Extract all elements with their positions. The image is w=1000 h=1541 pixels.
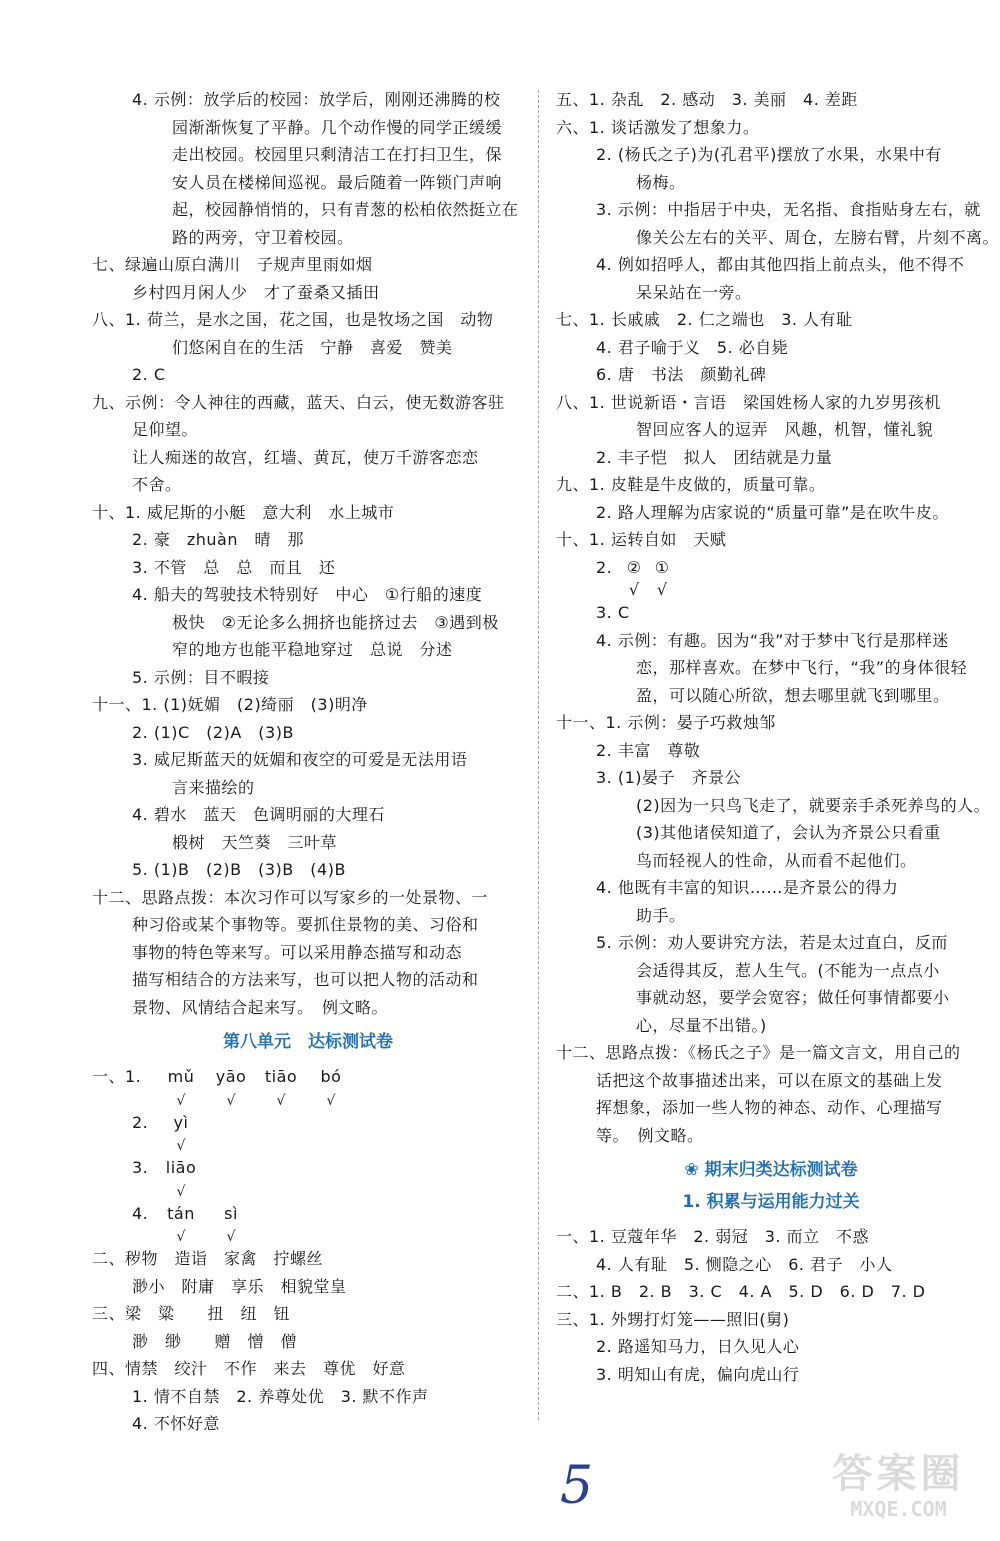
answer-line: 走出校园。校园里只剩清洁工在打扫卫生，保	[172, 145, 503, 164]
answer-line: 5. 示例：劝人要讲究方法，若是太过直白，反而	[596, 933, 948, 952]
tick-row	[92, 1227, 524, 1245]
check-mark-icon: √	[176, 1138, 186, 1154]
circled-row	[556, 554, 986, 582]
answer-line: 3. 威尼斯蓝天的妩媚和夜空的可爱是无法用语	[132, 750, 468, 769]
tick-row	[92, 1136, 524, 1154]
answer-line: 事就动怒，要学会宽容；做任何事情都要小	[636, 988, 950, 1007]
tick-row	[92, 1182, 524, 1200]
answer-line: 窄的地方也能平稳地穿过 总说 分述	[172, 640, 453, 659]
answer-line: 六、1. 谈话激发了想象力。	[556, 117, 760, 137]
answer-line: 4. 他既有丰富的知识……是齐景公的得力	[596, 878, 899, 897]
answer-line: 八、1. 世说新语・言语 梁国姓杨人家的九岁男孩机	[556, 392, 941, 412]
answer-line: 2. 豪 zhuàn 晴 那	[132, 530, 304, 549]
pinyin-syllable: bó	[320, 1067, 342, 1086]
pinyin-answers	[92, 1063, 524, 1245]
answer-line: 起，校园静悄悄的，只有青葱的松柏依然挺立在	[172, 200, 519, 219]
item-number: 一、1.	[92, 1067, 142, 1086]
answer-line: 让人痴迷的故宫，红墙、黄瓦，使万千游客恋恋	[132, 447, 479, 467]
unit-eight-heading: 第八单元 达标测试卷	[223, 1032, 393, 1052]
check-mark-icon: √	[326, 1092, 336, 1109]
watermark-logo	[811, 1451, 986, 1531]
answer-line: 挥想象，添加一些人物的神态、动作、心理描写	[596, 1098, 943, 1117]
tick-row	[556, 581, 986, 599]
check-mark-icon: √	[176, 1183, 186, 1200]
right-answers-part-c	[556, 1223, 986, 1388]
answer-line: 十二、思路点拨：《杨氏之子》是一篇文言文，用自己的	[556, 1043, 961, 1062]
answer-line: 景物、风情结合起来写。 例文略。	[132, 997, 389, 1017]
answer-line: 4. 例如招呼人，都由其他四指上前点头，他不得不	[596, 255, 965, 274]
pinyin-syllable: tán	[167, 1203, 195, 1223]
circled-number: ①	[654, 557, 670, 577]
answer-line: 七、1. 长戚戚 2. 仁之端也 3. 人有耻	[556, 310, 853, 329]
answer-line: (2)因为一只鸟飞走了，就要亲手杀死养鸟的人。	[636, 795, 991, 815]
answer-line: 2. (杨氏之子)为(孔君平)摆放了水果，水果中有	[596, 145, 942, 164]
tick-row	[92, 1091, 524, 1109]
answer-line: 七、绿遍山原白满川 子规声里雨如烟	[92, 255, 373, 274]
watermark-text: 答案圈	[832, 1451, 965, 1497]
watermark-url: MXQE.COM	[850, 1497, 947, 1521]
answer-line: 乡村四月闲人少 才了蚕桑又插田	[132, 282, 380, 302]
item-number: 2.	[132, 1112, 149, 1132]
answer-line: 二、1. B 2. B 3. C 4. A 5. D 6. D 7. D	[556, 1282, 926, 1301]
item-number: 4.	[132, 1203, 149, 1223]
final-exam-title: 期末归类达标测试卷	[704, 1160, 858, 1180]
answer-line: 4. 君子喻于义 5. 必自毙	[596, 337, 789, 357]
answer-line: 4. 船夫的驾驶技术特别好 中心 ①行船的速度	[132, 585, 483, 604]
check-mark-icon: √	[226, 1092, 236, 1109]
answer-line: 盈，可以随心所欲，想去哪里就飞到哪里。	[636, 685, 950, 705]
answer-line: 九、1. 皮鞋是牛皮做的，质量可靠。	[556, 475, 826, 494]
handwritten-page-number: 5	[560, 1456, 594, 1516]
pinyin-syllable: tiāo	[264, 1067, 298, 1086]
right-answers-part-a	[556, 86, 1000, 554]
answer-line: 2. C	[132, 365, 166, 384]
answer-line: 2. 路遥知马力，日久见人心	[596, 1337, 800, 1356]
answer-line: 2. (1)C (2)A (3)B	[132, 722, 294, 742]
answer-line: 像关公左右的关平、周仓，左膀右臂，片刻不离。	[636, 227, 1000, 247]
answer-line: 安人员在楼梯间巡视。最后随着一阵锁门声响	[172, 172, 503, 192]
answer-line: 八、1. 荷兰，是水之国，花之国，也是牧场之国 动物	[92, 310, 494, 329]
answer-line: 一、1. 豆蔻年华 2. 弱冠 3. 而立 不惑	[556, 1227, 870, 1246]
answer-line: 十一、1. (1)妩媚 (2)绮丽 (3)明净	[92, 695, 368, 714]
section-heading: 1. 积累与运用能力过关	[682, 1192, 860, 1212]
answer-line: 四、情禁 绞汁 不作 来去 尊优 好意	[92, 1359, 406, 1378]
answer-line: 十一、1. 示例：晏子巧救烛邹	[556, 713, 776, 732]
answer-line: 三、1. 外甥打灯笼——照旧(舅)	[556, 1309, 790, 1329]
answer-line: 足仰望。	[132, 420, 199, 439]
answer-line: 恋，那样喜欢。在梦中飞行，“我”的身体很轻	[636, 658, 968, 677]
check-mark-icon: √	[656, 580, 668, 599]
answer-line: 3. 不管 总 总 而且 还	[132, 557, 336, 577]
answer-line: 4. 不怀好意	[132, 1414, 220, 1433]
check-mark-icon: √	[226, 1229, 236, 1245]
paw-icon: ❀	[684, 1160, 699, 1180]
answer-line: 1. 情不自禁 2. 养尊处优 3. 默不作声	[132, 1386, 429, 1406]
answer-line: 渺 缈 赠 憎 僧	[132, 1331, 298, 1351]
answer-line: 呆呆站在一旁。	[636, 282, 752, 302]
answer-line: 4. 碧水 蓝天 色调明丽的大理石	[132, 805, 385, 824]
answer-line: 5. 示例：目不暇接	[132, 667, 270, 687]
left-answers-part-b	[92, 1245, 524, 1438]
answer-line: 3. 示例：中指居于中央，无名指、食指贴身左右，就	[596, 200, 981, 219]
answer-line: 渺小 附庸 享乐 相貌堂皇	[132, 1276, 347, 1296]
answer-line: 言来描绘的	[172, 777, 255, 797]
answer-line: 极快 ②无论多么拥挤也能挤过去 ③遇到极	[172, 612, 499, 632]
pinyin-row	[92, 1154, 524, 1182]
answer-line: 描写相结合的方法来写，也可以把人物的活动和	[132, 970, 479, 989]
answer-line: 会适得其反，惹人生气。(不能为一点点小	[636, 960, 940, 980]
answer-line: 4. 示例：有趣。因为“我”对于梦中飞行是那样迷	[596, 630, 949, 650]
pinyin-syllable: liāo	[165, 1158, 197, 1177]
answer-line: 三、梁 粱 扭 纽 钮	[92, 1304, 291, 1323]
check-mark-icon: √	[176, 1229, 186, 1245]
answer-line: 杨梅。	[636, 172, 686, 192]
answer-line: 2. 路人理解为店家说的“质量可靠”是在吹牛皮。	[596, 502, 949, 522]
column-divider	[538, 90, 539, 1420]
item-number: 3.	[132, 1158, 149, 1177]
answer-line: 九、示例：令人神往的西藏，蓝天、白云，使无数游客驻	[92, 392, 505, 412]
answer-line: 6. 唐 书法 颜勤礼碑	[596, 365, 767, 384]
answer-line: 十、1. 威尼斯的小艇 意大利 水上城市	[92, 502, 395, 522]
answer-line: 五、1. 杂乱 2. 感动 3. 美丽 4. 差距	[556, 90, 858, 109]
answer-line: 3. (1)晏子 齐景公	[596, 768, 742, 787]
right-column	[556, 86, 1000, 1388]
pinyin-row	[92, 1109, 524, 1137]
pinyin-syllable: yāo	[215, 1067, 247, 1086]
answer-line: 2. 丰子恺 拟人 团结就是力量	[596, 447, 833, 467]
right-answers-part-b	[556, 599, 991, 1149]
pinyin-row	[92, 1200, 524, 1228]
answer-line: 路的两旁，守卫着校园。	[172, 227, 354, 247]
pinyin-syllable: yì	[173, 1112, 189, 1132]
answer-line: 园渐渐恢复了平静。几个动作慢的同学正缓缓	[172, 117, 503, 137]
item-number: 2.	[596, 557, 613, 577]
answer-line: 3. C	[596, 603, 630, 622]
final-exam-heading	[556, 1153, 986, 1187]
check-mark-icon: √	[276, 1092, 286, 1109]
answer-line: 3. 明知山有虎，偏向虎山行	[596, 1364, 800, 1384]
answer-line: 种习俗或某个事物等。要抓住景物的美、习俗和	[132, 915, 479, 934]
left-column	[92, 86, 524, 1438]
answer-line: 5. (1)B (2)B (3)B (4)B	[132, 860, 346, 879]
answer-line: 等。 例文略。	[596, 1125, 704, 1145]
answer-line: 智回应客人的逗弄 风趣，机智，懂礼貌	[636, 420, 934, 439]
circled-number: ②	[626, 557, 642, 577]
answer-line: 鸟而轻视人的性命，从而看不起他们。	[636, 850, 917, 870]
pinyin-syllable: sì	[224, 1203, 238, 1223]
answer-line: (3)其他诸侯知道了，会认为齐景公只看重	[636, 823, 941, 842]
answer-line: 4. 示例：放学后的校园：放学后，刚刚还沸腾的校	[132, 90, 501, 109]
pinyin-syllable: mǔ	[167, 1067, 195, 1086]
answer-line: 不舍。	[132, 475, 182, 494]
check-mark-icon: √	[628, 580, 640, 599]
answer-line: 十、1. 运转自如 天赋	[556, 530, 727, 549]
answer-line: 二、秽物 造诣 家禽 拧螺丝	[92, 1249, 324, 1268]
check-mark-icon: √	[176, 1092, 186, 1109]
answer-line: 事物的特色等来写。可以采用静态描写和动态	[132, 942, 463, 962]
left-answers-part-a	[92, 86, 524, 1021]
answer-line: 4. 人有耻 5. 恻隐之心 6. 君子 小人	[596, 1254, 893, 1274]
answer-line: 椴树 天竺葵 三叶草	[172, 832, 338, 852]
answer-line: 们悠闲自在的生活 宁静 喜爱 赞美	[172, 337, 453, 357]
answer-line: 2. 丰富 尊敬	[596, 740, 701, 760]
answer-line: 心，尽量不出错。)	[636, 1015, 767, 1035]
circled-choice-answer	[556, 554, 986, 600]
answer-line: 十二、思路点拨：本次习作可以写家乡的一处景物、一	[92, 887, 489, 907]
answer-line: 助手。	[636, 905, 686, 925]
pinyin-row	[92, 1063, 524, 1091]
answer-line: 话把这个故事描述出来，可以在原文的基础上发	[596, 1070, 943, 1090]
